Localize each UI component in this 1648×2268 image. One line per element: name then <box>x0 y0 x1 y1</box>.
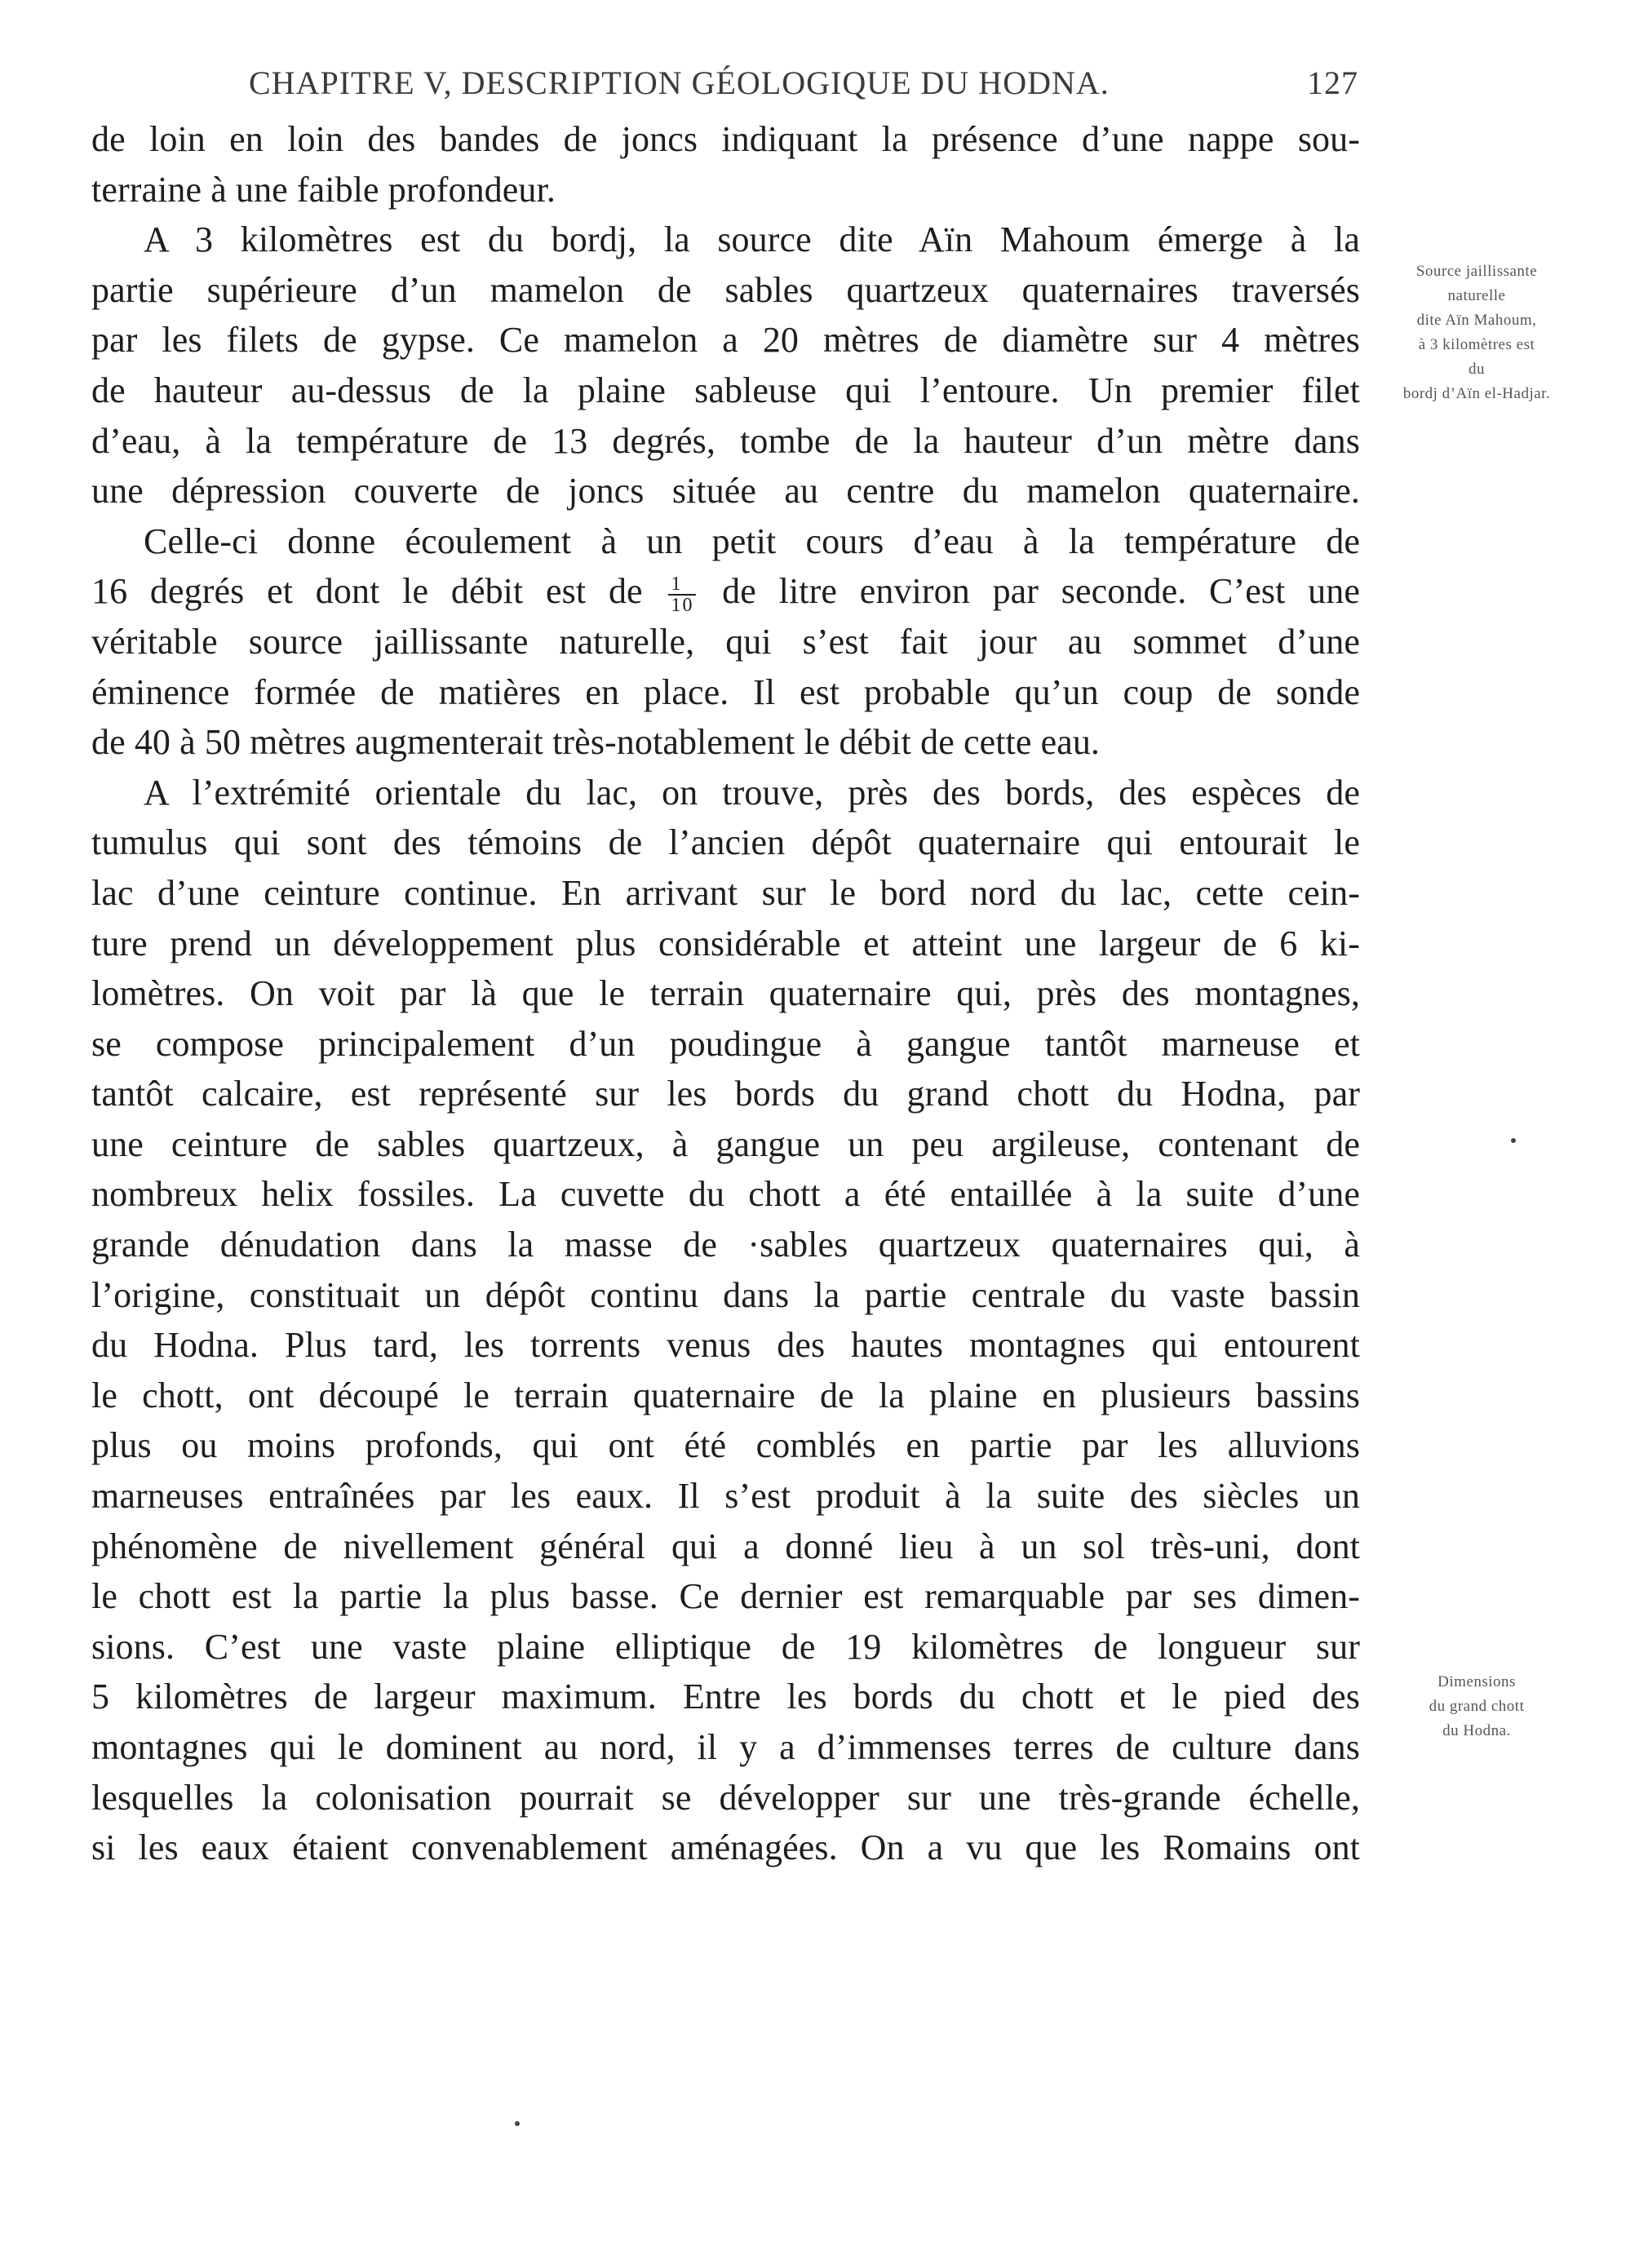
text-line-with-fraction <box>91 566 1360 617</box>
text-line: terraine à une faible profondeur. <box>91 169 556 210</box>
body-text <box>91 114 1360 1873</box>
text-line: véritable source jaillissante naturelle, qui s’est fait jour au sommet d’une <box>91 621 1360 662</box>
text-line: éminence formée de matières en place. Il est probable qu’un coup de sonde <box>91 671 1360 712</box>
text-line: Celle-ci donne écoulement à un petit cours d’eau à la température de <box>144 520 1360 561</box>
text-line: l’origine, constituait un dépôt continu dans la partie centrale du vaste bassin <box>91 1274 1360 1315</box>
text-line: de 40 à 50 mètres augmenterait très-notablement le débit de cette eau. <box>91 722 1101 763</box>
fraction-denominator: 10 <box>671 595 694 617</box>
text-line: de loin en loin des bandes de joncs indiquant la présence d’une nappe sou- <box>91 119 1360 159</box>
text-line: nombreux helix fossiles. La cuvette du chott a été entaillée à la suite d’une <box>91 1174 1360 1215</box>
text-line: de hauteur au-dessus de la plaine sableuse qui l’entoure. Un premier filet <box>91 370 1360 410</box>
text-line: phénomène de nivellement général qui a donné lieu à un sol très-uni, dont <box>91 1526 1360 1566</box>
text-line: le chott, ont découpé le terrain quaternaire de la plaine en plusieurs bassins <box>91 1375 1360 1415</box>
text-line: A 3 kilomètres est du bordj, la source dite Aïn Mahoum émerge à la <box>144 219 1360 260</box>
fraction-numerator: 1 <box>668 574 696 596</box>
margin-note-source <box>1383 259 1570 406</box>
text-line: marneuses entraînées par les eaux. Il s’est produit à la suite des siècles un <box>91 1476 1360 1517</box>
margin-note-line: dite Aïn Mahoum, <box>1416 312 1537 329</box>
text-line: grande dénudation dans la masse de ·sables quartzeux quaternaires qui, à <box>91 1225 1360 1265</box>
margin-note-line: bordj d’Aïn el-Hadjar. <box>1402 385 1551 402</box>
margin-note-line: Source jaillissante <box>1415 263 1538 280</box>
margin-note-line: Dimensions <box>1438 1673 1516 1690</box>
fraction <box>668 574 696 615</box>
text-line: plus ou moins profonds, qui ont été comblés en partie par les alluvions <box>91 1425 1360 1466</box>
text-line: se compose principalement d’un poudingue à gangue tantôt marneuse et <box>91 1023 1360 1064</box>
text-line: si les eaux étaient convenablement aménagées. On a vu que les Romains ont <box>91 1827 1360 1868</box>
text-line: une ceinture de sables quartzeux, à gangue un peu argileuse, contenant de <box>91 1123 1360 1164</box>
text-line: lomètres. On voit par là que le terrain quaternaire qui, près des montagnes, <box>91 973 1360 1014</box>
text-line: du Hodna. Plus tard, les torrents venus des hautes montagnes qui entourent <box>91 1325 1360 1366</box>
text-line: sions. C’est une vaste plaine elliptique de 19 kilomètres de longueur sur <box>91 1626 1360 1667</box>
margin-note-line: du <box>1469 361 1485 378</box>
text-line: lac d’une ceinture continue. En arrivant sur le bord nord du lac, cette cein- <box>91 872 1360 913</box>
margin-note-line: du Hodna. <box>1442 1722 1511 1739</box>
text-segment: de litre environ par seconde. C’est une <box>722 571 1360 612</box>
margin-note-dimensions <box>1383 1670 1570 1743</box>
text-line: ture prend un développement plus considérable et atteint une largeur de 6 ki- <box>91 923 1360 963</box>
text-line: par les filets de gypse. Ce mamelon a 20 mètres de diamètre sur 4 mètres <box>91 320 1360 361</box>
text-line: une dépression couverte de joncs située au centre du mamelon quaternaire. <box>91 471 1360 512</box>
text-line: partie supérieure d’un mamelon de sables quartzeux quaternaires traversés <box>91 269 1360 310</box>
text-segment: 16 degrés et dont le débit est de <box>91 571 643 612</box>
text-line: 5 kilomètres de largeur maximum. Entre les bords du chott et le pied des <box>91 1677 1360 1717</box>
text-line: tantôt calcaire, est représenté sur les bords du grand chott du Hodna, par <box>91 1074 1360 1114</box>
text-line: A l’extrémité orientale du lac, on trouve, près des bords, des espèces de <box>144 772 1360 813</box>
paper-speck <box>1511 1138 1516 1143</box>
margin-note-line: du grand chott <box>1429 1698 1525 1715</box>
page-number: 127 <box>1307 64 1358 101</box>
text-line: montagnes qui le dominent au nord, il y a d’immenses terres de culture dans <box>91 1727 1360 1767</box>
margin-note-line: naturelle <box>1447 287 1506 304</box>
chapter-title: CHAPITRE V, DESCRIPTION GÉOLOGIQUE DU HODNA. <box>249 64 1110 101</box>
margin-note-line: à 3 kilomètres est <box>1418 336 1535 353</box>
text-line: d’eau, à la température de 13 degrés, tombe de la hauteur d’un mètre dans <box>91 420 1360 461</box>
text-line: le chott est la partie la plus basse. Ce dernier est remarquable par ses dimen- <box>91 1576 1360 1617</box>
text-line: lesquelles la colonisation pourrait se développer sur une très-grande échelle, <box>91 1777 1360 1818</box>
paper-speck <box>515 2121 520 2126</box>
running-head <box>249 64 1358 113</box>
text-line: tumulus qui sont des témoins de l’ancien dépôt quaternaire qui entourait le <box>91 822 1360 863</box>
